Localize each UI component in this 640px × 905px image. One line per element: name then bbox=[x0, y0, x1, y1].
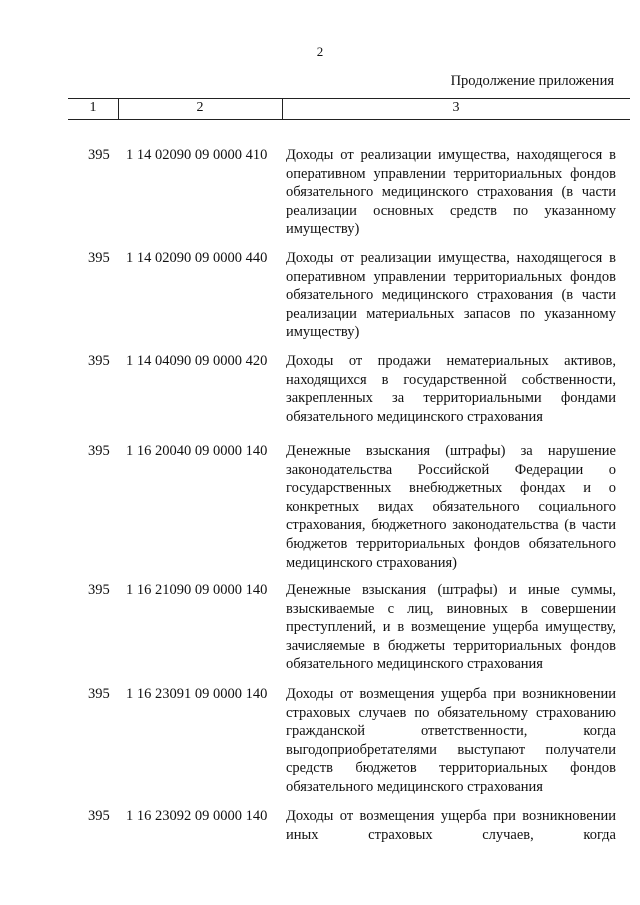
budget-code: 1 14 02090 09 0000 440 bbox=[126, 250, 268, 266]
income-description: Денежные взыскания (штрафы) и иные суммы, взыскиваемые с лиц, виновных в совершении преступлений, и в возмещение ущерба имуществу, зачисляемые в бюджеты территориальных фондов обязательного медицинского страхования bbox=[286, 582, 616, 673]
budget-code: 1 16 21090 09 0000 140 bbox=[126, 582, 268, 598]
budget-code: 1 14 02090 09 0000 410 bbox=[126, 147, 268, 163]
budget-code: 1 14 04090 09 0000 420 bbox=[126, 353, 268, 369]
admin-code: 395 bbox=[88, 147, 110, 163]
income-description: Доходы от возмещения ущерба при возникновении страховых случаев по обязательному страхованию гражданской ответственности, когда выгодоприобретателями выступают получатели средств бюджетов территориальных фондов обязательного медицинского страхования bbox=[286, 686, 616, 795]
admin-code: 395 bbox=[88, 582, 110, 598]
admin-code: 395 bbox=[88, 353, 110, 369]
income-description: Доходы от продажи нематериальных активов, находящихся в государственной собственности, закрепленных за территориальными фондами обязательного медицинского страхования bbox=[286, 353, 616, 425]
header-col-3: 3 bbox=[452, 100, 460, 115]
continuation-label: Продолжение приложения bbox=[450, 73, 614, 89]
admin-code: 395 bbox=[88, 250, 110, 266]
income-description: Денежные взыскания (штрафы) за нарушение законодательства Российской Федерации о государственных внебюджетных фондах и о конкретных видах обязательного социального страхования, бюджетного законодательства (в части бюджетов территориальных фондов обязательного медицинского страхования) bbox=[286, 443, 616, 571]
budget-code: 1 16 23092 09 0000 140 bbox=[126, 808, 268, 824]
header-col-1: 1 bbox=[68, 99, 119, 119]
budget-code: 1 16 23091 09 0000 140 bbox=[126, 686, 268, 702]
page-number: 2 bbox=[316, 44, 324, 59]
admin-code: 395 bbox=[88, 686, 110, 702]
budget-code: 1 16 20040 09 0000 140 bbox=[126, 443, 268, 459]
admin-code: 395 bbox=[88, 443, 110, 459]
table-header bbox=[68, 98, 630, 120]
income-description: Доходы от реализации имущества, находящегося в оперативном управлении территориальных фондов обязательного медицинского страхования (в части реализации основных средств по указанному имуществу) bbox=[286, 147, 616, 238]
income-description: Доходы от возмещения ущерба при возникновении иных страховых случаев, когда bbox=[286, 808, 616, 843]
header-col-2: 2 bbox=[118, 99, 283, 119]
admin-code: 395 bbox=[88, 808, 110, 824]
income-description: Доходы от реализации имущества, находящегося в оперативном управлении территориальных фондов обязательного медицинского страхования (в части реализации материальных запасов по указанному имуществу) bbox=[286, 250, 616, 341]
